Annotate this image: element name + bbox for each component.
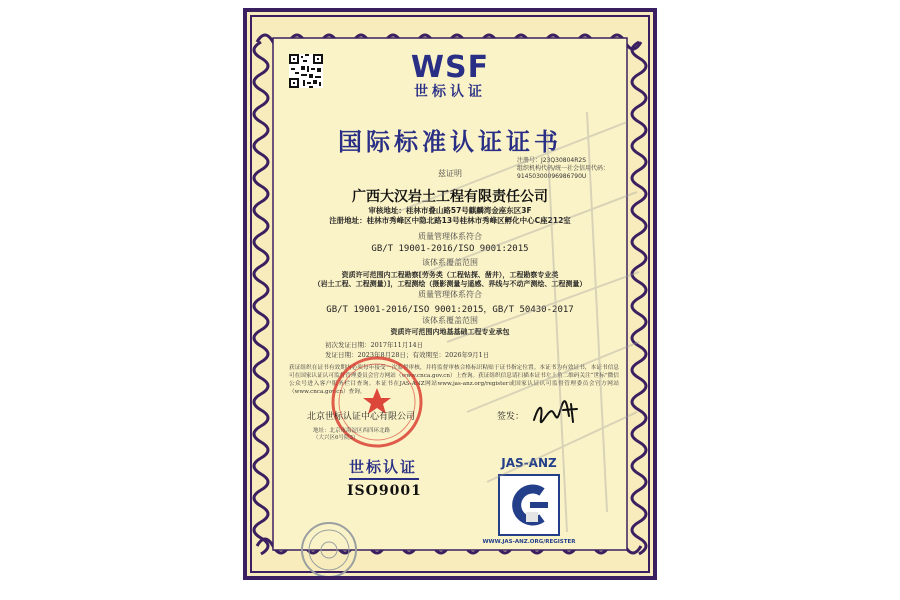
wsf-logo: [247, 52, 653, 100]
issuer-address: [313, 428, 390, 442]
certificate-title: 国际标准认证证书: [338, 128, 562, 156]
audit-address: 审核地址：桂林市叠山路57号麒麟湾金座东区3F: [368, 206, 532, 215]
wsf-logo-text: WSF: [410, 50, 490, 85]
jas-anz-mark: [479, 456, 579, 545]
wsf-logo-subtitle: 世标认证: [414, 84, 486, 100]
scope-2: 资质许可范围内地基基础工程专业承包: [390, 328, 510, 336]
qms-label-2: 质量管理体系符合: [418, 290, 482, 299]
stamp-divider: [349, 478, 419, 480]
registration-number: 注册号：J23Q30804R2S: [517, 157, 587, 164]
jas-anz-logo: [498, 474, 560, 536]
scope-label-2: 该体系覆盖范围: [422, 316, 478, 325]
scope-1-line-1: 资质许可范围内工程勘察[劳务类（工程钻探、凿井），工程勘察专业类: [341, 271, 559, 279]
issuer-address-line-1: 地址：北京市海淀区西四环北路: [313, 428, 391, 434]
handwritten-signature: [531, 400, 581, 426]
standard-2: GB/T 19001-2016/ISO 9001:2015，GB/T 50430-2017: [326, 305, 574, 315]
issue-and-expiry-dates: 发证日期：2023年8月28日；有效期至：2026年9月1日: [325, 351, 490, 359]
signature-label: 签发：: [497, 412, 525, 422]
registered-address: 注册地址：桂林市秀峰区中隐北路13号桂林市秀峰区孵化中心C座212室: [329, 216, 571, 225]
stamp-standard: ISO9001: [347, 483, 422, 499]
org-code: 91450300096986790U: [517, 173, 587, 180]
hereby-label: 兹证明: [438, 169, 462, 178]
jas-anz-url: WWW.JAS-ANZ.ORG/REGISTER: [482, 539, 576, 545]
issuer-address-line-2: （大兴区6号院3）: [313, 435, 359, 441]
certificate: [243, 8, 657, 580]
scope-1-line-2: （岩土工程、工程测量）]，工程测绘（摄影测量与遥感、界线与不动产测绘、工程测量）: [313, 280, 587, 288]
org-code-label: 组织机构代码/统一社会信用代码：: [517, 165, 610, 172]
first-issue-date: 初次发证日期：2017年11月14日: [325, 341, 424, 349]
scope-label-1: 该体系覆盖范围: [422, 258, 478, 267]
stamp-brand: 世标认证: [348, 458, 417, 476]
qms-label-1: 质量管理体系符合: [418, 232, 482, 241]
certificate-notice: 获证组织在证书有效期内必须每年接受一次监督审核，并将监督审核合格标识粘贴于证书指定位置。本证书为有效证书，本证书信息可在国家认证认可监督管理委员会官方网站（www.cnca.gov.cn）上查询。获证组织信息请扫描本证书左上角二维码关注“世标”微信公众号进入客户服务栏目查询。本证书在JAS-ANZ网站www.jas-anz.org/register或国家认证认可监督管理委员会官方网站（www.cnca.gov.cn）查询。: [289, 365, 619, 395]
gray-round-seal: [299, 520, 359, 580]
company-name: 广西大汉岩土工程有限责任公司: [352, 189, 548, 205]
issuer-name: 北京世标认证中心有限公司: [307, 412, 416, 422]
jas-anz-title: JAS-ANZ: [501, 456, 557, 470]
standard-1: GB/T 19001-2016/ISO 9001:2015: [371, 244, 529, 254]
